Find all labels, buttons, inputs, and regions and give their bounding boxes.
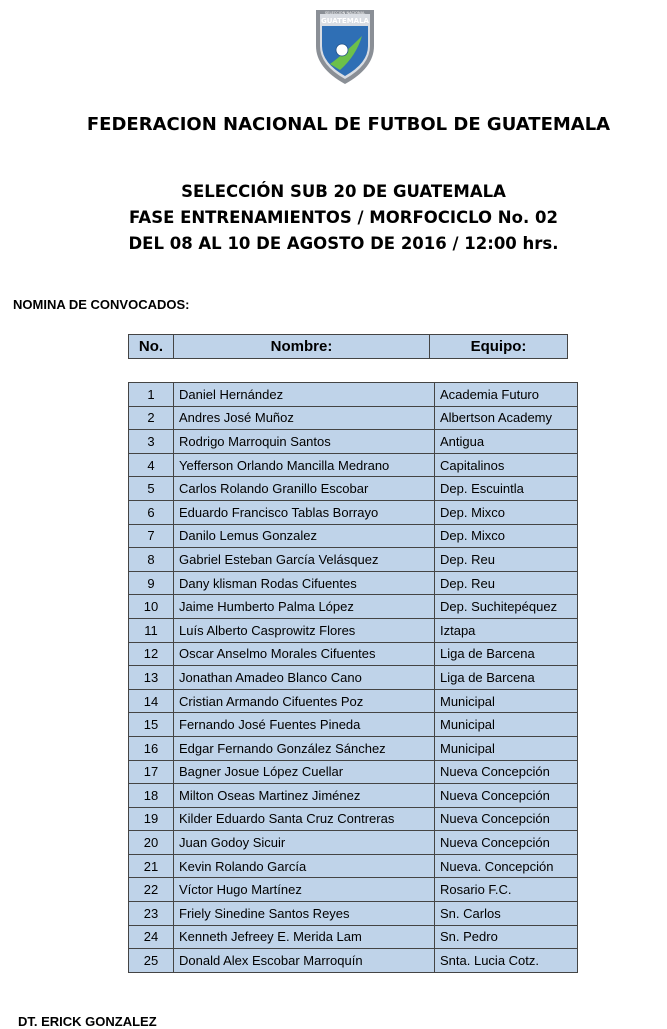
row-number: 15 <box>129 713 174 737</box>
signature-text: DT. ERICK GONZALEZ <box>18 1014 157 1029</box>
header-nombre: Nombre: <box>174 335 430 359</box>
header-row <box>129 335 568 359</box>
table-row <box>129 548 578 572</box>
player-team: Dep. Mixco <box>435 524 578 548</box>
player-name: Yefferson Orlando Mancilla Medrano <box>174 453 435 477</box>
player-team: Liga de Barcena <box>435 666 578 690</box>
roster-header-table <box>128 334 568 359</box>
player-team: Nueva Concepción <box>435 784 578 808</box>
row-number: 5 <box>129 477 174 501</box>
player-team: Sn. Carlos <box>435 902 578 926</box>
player-name: Daniel Hernández <box>174 383 435 407</box>
row-number: 14 <box>129 689 174 713</box>
player-team: Municipal <box>435 689 578 713</box>
table-row <box>129 878 578 902</box>
player-name: Milton Oseas Martinez Jiménez <box>174 784 435 808</box>
logo-caption: SELECCION NACIONAL <box>324 11 366 15</box>
date-subtitle: DEL 08 AL 10 DE AGOSTO DE 2016 / 12:00 hrs. <box>128 234 559 253</box>
player-name: Donald Alex Escobar Marroquín <box>174 949 435 973</box>
row-number: 13 <box>129 666 174 690</box>
player-team: Dep. Mixco <box>435 500 578 524</box>
logo-ball <box>336 44 348 56</box>
player-team: Iztapa <box>435 618 578 642</box>
nomina-label: NOMINA DE CONVOCADOS: <box>13 297 190 312</box>
player-name: Gabriel Esteban García Velásquez <box>174 548 435 572</box>
table-row <box>129 807 578 831</box>
row-number: 11 <box>129 618 174 642</box>
player-name: Luís Alberto Casprowitz Flores <box>174 618 435 642</box>
player-team: Nueva. Concepción <box>435 854 578 878</box>
row-number: 21 <box>129 854 174 878</box>
player-name: Víctor Hugo Martínez <box>174 878 435 902</box>
row-number: 17 <box>129 760 174 784</box>
player-team: Nueva Concepción <box>435 831 578 855</box>
player-name: Cristian Armando Cifuentes Poz <box>174 689 435 713</box>
table-row <box>129 713 578 737</box>
header-equipo: Equipo: <box>430 335 568 359</box>
player-team: Rosario F.C. <box>435 878 578 902</box>
player-team: Municipal <box>435 736 578 760</box>
row-number: 2 <box>129 406 174 430</box>
row-number: 20 <box>129 831 174 855</box>
row-number: 25 <box>129 949 174 973</box>
table-row <box>129 949 578 973</box>
player-name: Bagner Josue López Cuellar <box>174 760 435 784</box>
row-number: 23 <box>129 902 174 926</box>
player-team: Snta. Lucia Cotz. <box>435 949 578 973</box>
player-name: Andres José Muñoz <box>174 406 435 430</box>
player-team: Albertson Academy <box>435 406 578 430</box>
row-number: 4 <box>129 453 174 477</box>
table-row <box>129 831 578 855</box>
table-row <box>129 925 578 949</box>
table-row <box>129 500 578 524</box>
table-row <box>129 524 578 548</box>
row-number: 16 <box>129 736 174 760</box>
federation-title: FEDERACION NACIONAL DE FUTBOL DE GUATEMALA <box>86 114 611 135</box>
player-team: Dep. Suchitepéquez <box>435 595 578 619</box>
row-number: 19 <box>129 807 174 831</box>
table-row <box>129 784 578 808</box>
row-number: 12 <box>129 642 174 666</box>
row-number: 24 <box>129 925 174 949</box>
player-name: Danilo Lemus Gonzalez <box>174 524 435 548</box>
table-row <box>129 902 578 926</box>
table-row <box>129 453 578 477</box>
player-name: Dany klisman Rodas Cifuentes <box>174 571 435 595</box>
selection-subtitle: SELECCIÓN SUB 20 DE GUATEMALA <box>181 182 506 201</box>
row-number: 9 <box>129 571 174 595</box>
row-number: 8 <box>129 548 174 572</box>
roster-table <box>128 382 578 973</box>
header-no: No. <box>129 335 174 359</box>
player-team: Dep. Reu <box>435 571 578 595</box>
player-name: Edgar Fernando González Sánchez <box>174 736 435 760</box>
row-number: 7 <box>129 524 174 548</box>
row-number: 22 <box>129 878 174 902</box>
phase-subtitle: FASE ENTRENAMIENTOS / MORFOCICLO No. 02 <box>129 208 558 227</box>
table-row <box>129 689 578 713</box>
player-team: Dep. Reu <box>435 548 578 572</box>
table-row <box>129 736 578 760</box>
row-number: 18 <box>129 784 174 808</box>
row-number: 6 <box>129 500 174 524</box>
player-team: Liga de Barcena <box>435 642 578 666</box>
player-team: Dep. Escuintla <box>435 477 578 501</box>
logo-name: GUATEMALA <box>321 17 369 25</box>
player-name: Eduardo Francisco Tablas Borrayo <box>174 500 435 524</box>
player-team: Academia Futuro <box>435 383 578 407</box>
player-name: Oscar Anselmo Morales Cifuentes <box>174 642 435 666</box>
table-row <box>129 383 578 407</box>
player-name: Carlos Rolando Granillo Escobar <box>174 477 435 501</box>
player-name: Rodrigo Marroquin Santos <box>174 430 435 454</box>
table-row <box>129 430 578 454</box>
player-team: Antigua <box>435 430 578 454</box>
table-row <box>129 760 578 784</box>
table-row <box>129 618 578 642</box>
table-row <box>129 595 578 619</box>
table-row <box>129 666 578 690</box>
player-team: Nueva Concepción <box>435 760 578 784</box>
roster-body <box>129 383 578 973</box>
player-name: Jaime Humberto Palma López <box>174 595 435 619</box>
player-name: Friely Sinedine Santos Reyes <box>174 902 435 926</box>
player-name: Kevin Rolando García <box>174 854 435 878</box>
player-name: Fernando José Fuentes Pineda <box>174 713 435 737</box>
player-team: Capitalinos <box>435 453 578 477</box>
player-name: Kenneth Jefreey E. Merida Lam <box>174 925 435 949</box>
table-row <box>129 854 578 878</box>
federation-logo <box>310 6 380 86</box>
table-row <box>129 571 578 595</box>
table-row <box>129 477 578 501</box>
player-team: Municipal <box>435 713 578 737</box>
player-team: Sn. Pedro <box>435 925 578 949</box>
player-name: Jonathan Amadeo Blanco Cano <box>174 666 435 690</box>
player-name: Kilder Eduardo Santa Cruz Contreras <box>174 807 435 831</box>
row-number: 3 <box>129 430 174 454</box>
table-row <box>129 406 578 430</box>
table-row <box>129 642 578 666</box>
player-name: Juan Godoy Sicuir <box>174 831 435 855</box>
player-team: Nueva Concepción <box>435 807 578 831</box>
row-number: 10 <box>129 595 174 619</box>
row-number: 1 <box>129 383 174 407</box>
